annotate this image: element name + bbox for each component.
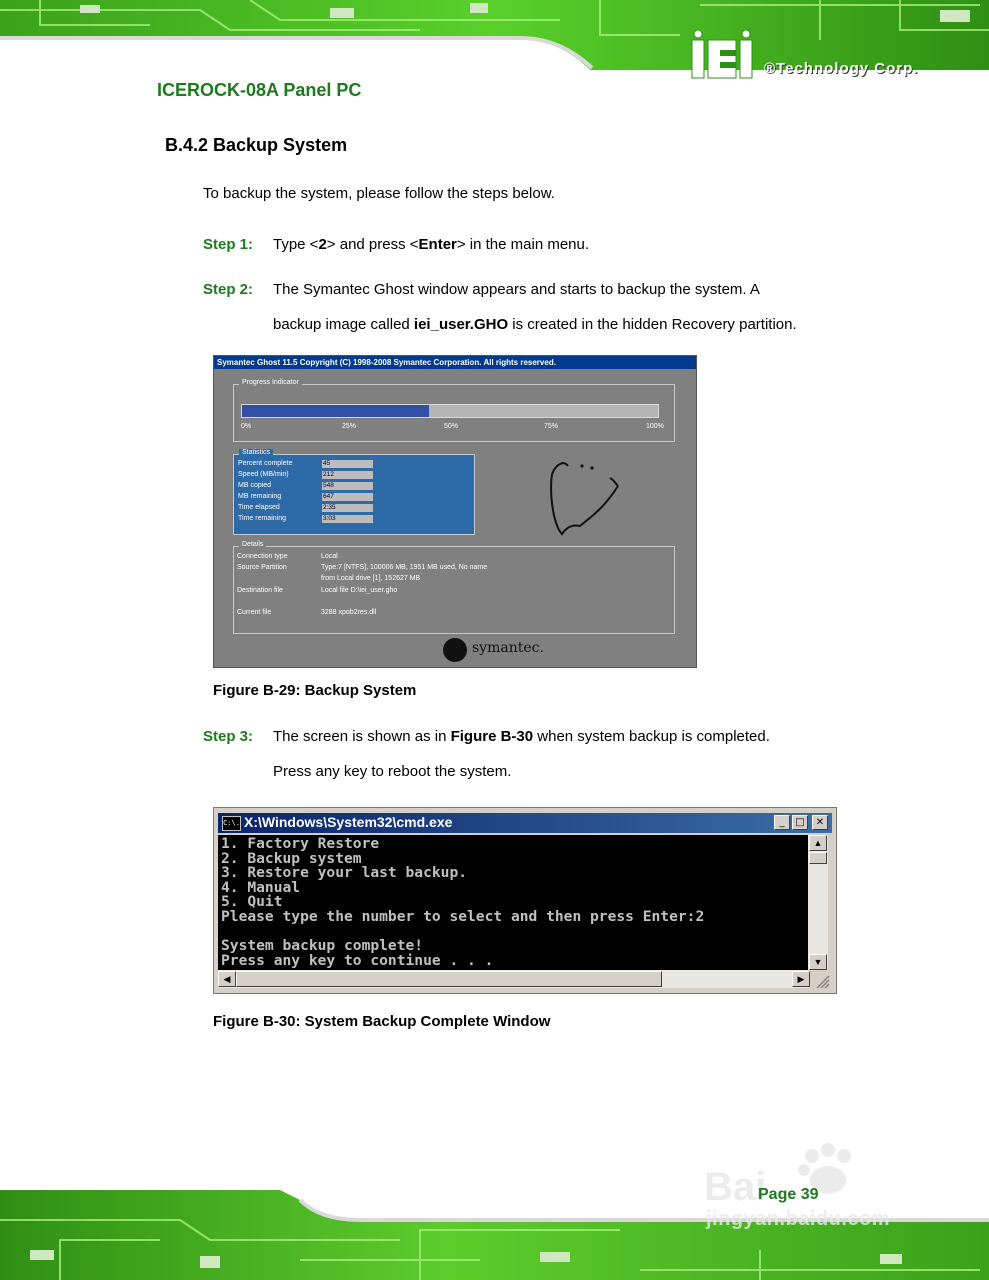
scroll-down-arrow-icon[interactable]: ▼ xyxy=(809,954,827,970)
page-number: Page 39 xyxy=(758,1186,819,1203)
progress-tick: 75% xyxy=(544,423,559,430)
progress-bar xyxy=(241,404,659,418)
console-line: System backup complete! xyxy=(221,937,424,955)
cmd-title-bar[interactable] xyxy=(218,813,832,833)
horizontal-scroll-thumb[interactable] xyxy=(236,971,662,987)
watermark-text: jingyan.baidu.com xyxy=(706,1208,891,1230)
stat-value: 548 xyxy=(322,482,373,490)
stat-label: MB copied xyxy=(238,482,272,489)
stat-value: 212 xyxy=(322,471,373,479)
progress-tick: 100% xyxy=(646,423,664,430)
minimize-button[interactable]: _ xyxy=(774,815,790,830)
progress-tick: 0% xyxy=(241,423,252,430)
detail-value: Local file D:\iei_user.gho xyxy=(321,587,398,594)
ghost-mascot-icon xyxy=(544,456,624,541)
detail-label: Connection type xyxy=(237,553,288,560)
detail-label: Current file xyxy=(237,609,272,616)
close-button[interactable]: ✕ xyxy=(812,815,828,830)
scroll-up-arrow-icon[interactable]: ▲ xyxy=(809,835,827,851)
progress-bar-fill xyxy=(242,405,429,417)
stat-label: MB remaining xyxy=(238,493,282,500)
step-3-text-line-1: The screen is shown as in Figure B-30 when system backup is completed. xyxy=(273,728,770,745)
step-3-text-line-2: Press any key to reboot the system. xyxy=(273,763,512,780)
progress-tick: 50% xyxy=(444,423,459,430)
step-1-text: Type <2> and press <Enter> in the main menu. xyxy=(273,236,590,253)
figure-b30-caption: Figure B-30: System Backup Complete Window xyxy=(213,1013,551,1030)
vertical-scrollbar[interactable] xyxy=(808,835,828,970)
cmd-console[interactable] xyxy=(218,835,808,970)
progress-tick: 25% xyxy=(342,423,357,430)
scroll-right-arrow-icon[interactable]: ▶ xyxy=(792,971,810,987)
stat-label: Time remaining xyxy=(238,515,286,522)
step-2-label: Step 2: xyxy=(203,281,254,298)
detail-value: Local xyxy=(321,553,338,560)
stat-value: 3:03 xyxy=(322,515,373,523)
header-circuit-band xyxy=(0,0,989,118)
svg-text:Bai: Bai xyxy=(704,1165,767,1208)
progress-indicator-label: Progress Indicator xyxy=(239,379,302,386)
ghost-backup-window xyxy=(213,355,697,668)
iei-logo xyxy=(690,30,765,87)
symantec-brand: symantec. xyxy=(472,640,544,656)
stat-value: 647 xyxy=(322,493,373,501)
detail-value: from Local drive [1], 152627 MB xyxy=(321,575,421,582)
detail-label: Source Partition xyxy=(237,564,287,571)
console-line: 4. Manual xyxy=(221,878,301,896)
detail-value: 3288 xpob2res.dll xyxy=(321,609,377,616)
step-3-label: Step 3: xyxy=(203,728,254,745)
stat-label: Time elapsed xyxy=(238,504,280,511)
vertical-scroll-thumb[interactable] xyxy=(809,852,827,864)
step-2-text-line-1: The Symantec Ghost window appears and starts to backup the system. A xyxy=(273,281,760,298)
figure-b29-caption: Figure B-29: Backup System xyxy=(213,682,417,699)
maximize-button[interactable]: □ xyxy=(792,815,808,830)
logo-tagline: ®Technology Corp. xyxy=(764,60,919,77)
ghost-window-title: Symantec Ghost 11.5 Copyright (C) 1998-2008 Symantec Corporation. All rights reserved. xyxy=(214,356,696,369)
stat-label: Percent complete xyxy=(238,460,293,467)
console-line: Please type the number to select and then press Enter:2 xyxy=(221,908,705,925)
console-line: Press any key to continue . . . xyxy=(221,951,494,969)
scroll-left-arrow-icon[interactable]: ◀ xyxy=(218,971,236,987)
cmd-window xyxy=(213,807,837,994)
details-label: Details xyxy=(239,541,266,548)
statistics-label: Statistics xyxy=(239,449,273,456)
horizontal-scrollbar[interactable] xyxy=(218,970,810,988)
console-line: 5. Quit xyxy=(221,893,283,911)
console-line: 1. Factory Restore xyxy=(221,835,380,852)
header-title: ICEROCK-08A Panel PC xyxy=(157,80,362,100)
section-heading: B.4.2 Backup System xyxy=(165,135,348,155)
statistics-box xyxy=(233,449,475,535)
step-1-label: Step 1: xyxy=(203,236,254,253)
intro-text: To backup the system, please follow the steps below. xyxy=(203,185,555,202)
console-line: 2. Backup system xyxy=(221,849,362,867)
detail-value: Type:7 [NTFS], 100006 MB, 1951 MB used, No name xyxy=(321,564,488,571)
stat-value: 45 xyxy=(322,460,373,468)
stat-label: Speed (MB/min) xyxy=(238,471,289,478)
console-line: 3. Restore your last backup. xyxy=(221,864,468,882)
progress-indicator-box xyxy=(233,379,675,442)
resize-grip-icon[interactable] xyxy=(814,974,830,988)
cmd-window-title: X:\Windows\System32\cmd.exe xyxy=(244,814,453,830)
symantec-logo-icon xyxy=(443,638,467,662)
step-2-text-line-2: backup image called iei_user.GHO is created in the hidden Recovery partition. xyxy=(273,316,797,333)
detail-label: Destination file xyxy=(237,587,283,594)
stat-value: 2:35 xyxy=(322,504,373,512)
details-box xyxy=(233,541,675,634)
cmd-app-icon: C:\. xyxy=(222,816,241,831)
